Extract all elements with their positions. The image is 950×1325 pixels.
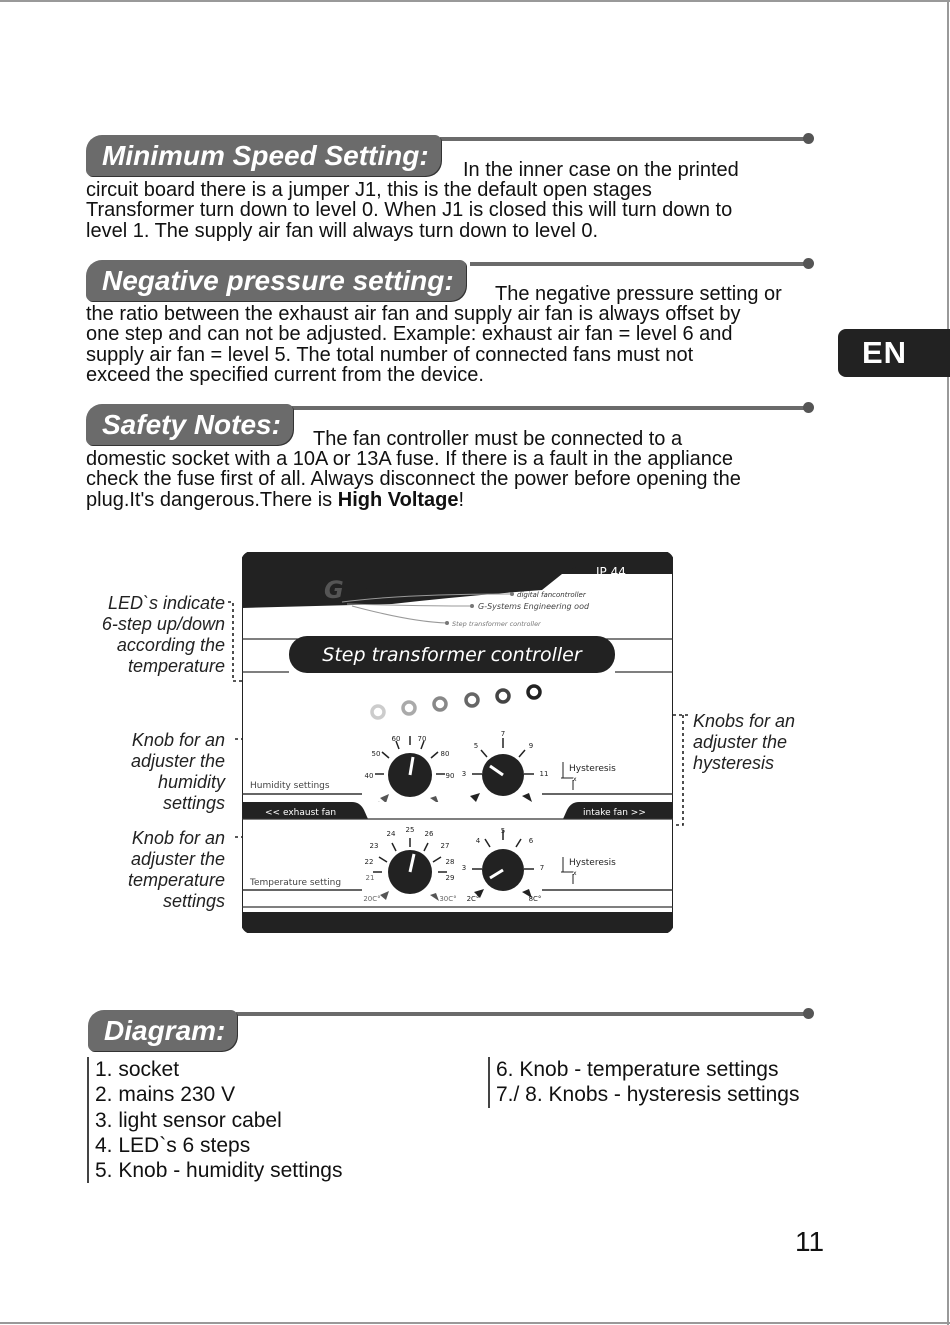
neg-pressure-lead: The negative pressure setting or [495,283,782,305]
min-speed-heading: Minimum Speed Setting: [86,135,441,176]
annotation-line: temperature [127,870,225,890]
text-line: one step and can not be adjusted. Example: exhaust air fan = level 6 and [86,323,733,346]
annotation-line: settings [162,891,225,911]
text-line-pre: plug.It's dangerous.There is [86,488,338,511]
diagram-heading: Diagram: [88,1010,237,1051]
panel-footer [242,912,673,933]
hysteresis-label: Hysteresis [569,858,616,868]
legend-item: 3. light sensor cabel [95,1108,282,1132]
scale-min: 2C° [466,895,480,903]
annotation-line: 6-step up/down [101,614,225,634]
annotation-line: adjuster the [130,849,225,869]
hysteresis-x: x [573,870,577,877]
annotation-line: temperature [127,656,225,676]
diagram-legend-right [488,1057,799,1108]
brand-line: G-Systems Engineering ood [478,602,590,611]
safety-lead: The fan controller must be connected to a [313,428,683,450]
scale-label: 3 [461,864,467,872]
scale-label: 24 [386,830,396,838]
controller-panel [242,552,673,933]
annotation-line: LED`s indicate [107,593,225,613]
text-line-post: ! [458,488,465,511]
brand-line: Step transformer controller [452,620,541,628]
annotation-line: Knobs for an [693,711,796,731]
legend-item: 4. LED`s 6 steps [95,1133,251,1157]
neg-pressure-heading: Negative pressure setting: [86,260,466,301]
language-tab: EN [838,329,950,377]
text-line: circuit board there is a jumper J1, this is the default open stages [86,179,652,201]
safety-heading: Safety Notes: [86,404,293,445]
scale-label: 50 [371,750,381,758]
scale-label: 9 [528,742,534,750]
scale-label: 80 [440,750,450,758]
annotation-line: adjuster the [130,751,225,771]
diagram-legend-left [87,1057,342,1183]
humidity-label: Humidity settings [250,781,330,791]
text-line: level 1. The supply air fan will always turn down to level 0. [86,219,599,242]
annotation-line: Knob for an [131,828,225,848]
annotation-line: hysteresis [693,753,775,773]
high-voltage-emphasis: High Voltage [337,488,459,511]
text-line: domestic socket with a 10A or 13A fuse. If there is a fault in the appliance [86,448,734,470]
scale-label: 29 [445,874,455,882]
page-number: 11 [795,1226,825,1257]
scale-max: 30C° [439,895,457,903]
scale-label: 3 [461,770,467,778]
scale-label: 6 [528,837,534,845]
scale-label: 5 [473,742,479,750]
annotation-line: Knob for an [131,730,225,750]
scale-label: 25 [405,826,415,834]
ip-rating: IP 44 [596,565,626,579]
scale-label: 60 [391,735,401,743]
text-line: check the fuse first of all. Always disconnect the power before opening the [86,468,741,491]
section-rule-dot [803,1008,814,1019]
exhaust-fan-label: << exhaust fan [265,808,337,818]
annotation-line: adjuster the [693,732,788,752]
scale-label: 7 [539,864,545,872]
intake-fan-label: intake fan >> [583,808,646,818]
text-line: exceed the specified current from the device. [86,363,484,386]
text-line: Transformer turn down to level 0. When J1 is closed this will turn down to [86,199,733,222]
hysteresis-label: Hysteresis [569,764,616,774]
scale-label: 28 [445,858,455,866]
annotation-line: humidity [157,772,225,792]
section-rule [236,1012,808,1016]
scale-label: 11 [539,770,549,778]
scale-label: 90 [445,772,455,780]
annotation-line: settings [162,793,225,813]
scale-label: 40 [364,772,374,780]
legend-item: 1. socket [95,1058,180,1081]
scale-label: 26 [424,830,434,838]
logo-g: G [324,576,344,604]
annotation-line: according the [116,635,225,655]
scale-max: 8C° [528,895,542,903]
scale-label: 27 [440,842,450,850]
scale-label: 5 [500,827,506,835]
scale-min: 20C° [363,895,381,903]
text-line: supply air fan = level 5. The total number of connected fans must not [86,343,694,366]
legend-item: 6. Knob - temperature settings [496,1058,779,1081]
scale-label: 22 [364,858,374,866]
logo-se: SE [354,576,388,604]
scale-label: 7 [500,730,506,738]
panel-title: Step transformer controller [322,644,582,666]
scale-label: 23 [369,842,379,850]
scale-label: 70 [417,735,427,743]
text-line: the ratio between the exhaust air fan and supply air fan is always offset by [86,303,741,325]
legend-item: 7./ 8. Knobs - hysteresis settings [496,1083,800,1107]
scale-label: 21 [365,874,375,882]
legend-item: 5. Knob - humidity settings [95,1159,343,1183]
temperature-label: Temperature setting [250,878,342,888]
min-speed-lead: In the inner case on the printed [463,159,739,181]
scale-label: 4 [475,837,481,845]
legend-item: 2. mains 230 V [95,1083,236,1107]
hysteresis-x: x [573,776,577,783]
brand-line: digital fancontroller [517,591,586,599]
